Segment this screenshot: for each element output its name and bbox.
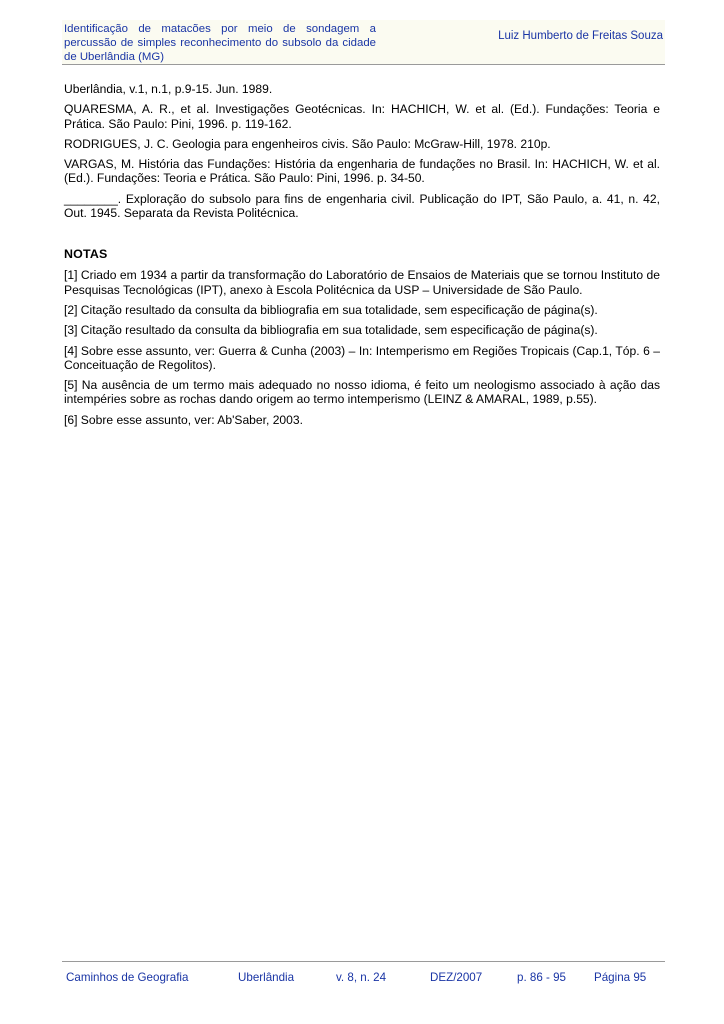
header-author: Luiz Humberto de Freitas Souza (498, 30, 663, 42)
reference-item: Uberlândia, v.1, n.1, p.9-15. Jun. 1989. (64, 82, 273, 96)
note-item: [5] Na ausência de um termo mais adequado no nosso idioma, é feito um neologismo associado à ação das intempéries sobre as rochas dando origem ao termo intemperismo (LEINZ & AMARAL, 1989, p.55). (64, 378, 660, 407)
note-item: [1] Criado em 1934 a partir da transformação do Laboratório de Ensaios de Materiais que se tornou Instituto de Pesquisas Tecnológicas (IPT), anexo à Escola Politécnica da USP – Universidade de São Paulo. (64, 268, 660, 297)
page-content (64, 82, 660, 433)
footer-pages: p. 86 - 95 (517, 971, 566, 984)
footer-journal: Caminhos de Geografia (66, 971, 189, 984)
notes-list (64, 268, 660, 427)
reference-item: QUARESMA, A. R., et al. Investigações Geotécnicas. In: HACHICH, W. et al. (Ed.). Fundações: Teoria e Prática. São Paulo: Pini, 1996. p. 119-162. (64, 102, 660, 131)
note-item: [4] Sobre esse assunto, ver: Guerra & Cunha (2003) – In: Intemperismo em Regiões Tropicais (Cap.1, Tóp. 6 – Conceituação de Regolitos). (64, 343, 660, 372)
note-item: [2] Citação resultado da consulta da bibliografia em sua totalidade, sem especificação de página(s). (64, 302, 598, 317)
note-item: [3] Citação resultado da consulta da bibliografia em sua totalidade, sem especificação de página(s). (64, 323, 598, 338)
footer-page-number: Página 95 (594, 971, 647, 984)
reference-item: ________. Exploração do subsolo para fins de engenharia civil. Publicação do IPT, São Paulo, a. 41, n. 42, Out. 1945. Separata da Revista Politécnica. (64, 191, 660, 221)
notes-heading: NOTAS (64, 247, 108, 262)
footer-volume: v. 8, n. 24 (336, 971, 387, 984)
page-footer (62, 961, 665, 992)
reference-item: RODRIGUES, J. C. Geologia para engenheiros civis. São Paulo: McGraw-Hill, 1978. 210p. (64, 136, 551, 151)
note-item: [6] Sobre esse assunto, ver: Ab'Saber, 2003. (64, 412, 303, 427)
reference-item: VARGAS, M. História das Fundações: História da engenharia de fundações no Brasil. In: HACHICH, W. et al. (Ed.). Fundações: Teoria e Prática. São Paulo: Pini, 1996. p. 34-50. (64, 157, 660, 186)
header-title: Identificação de matacões por meio de sondagem a percussão de simples reconhecimento do subsolo da cidade de Uberlândia (MG) (64, 23, 376, 63)
footer-date: DEZ/2007 (430, 971, 483, 984)
references-list (64, 82, 660, 220)
page-header (62, 20, 665, 65)
footer-city: Uberlândia (238, 971, 295, 984)
